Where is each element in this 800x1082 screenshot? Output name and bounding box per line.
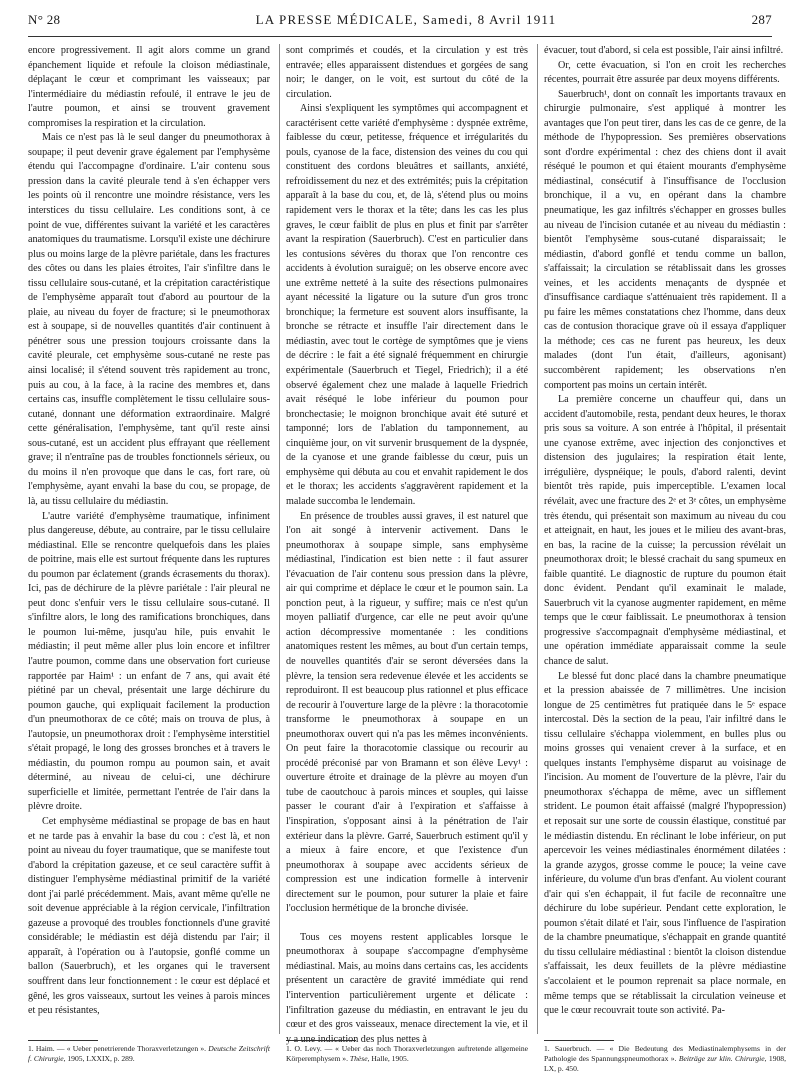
footnote-text: 1. Sauerbruch. — « Die Bedeutung des Mediastinalemphysems in der Pathologie des Spannungspneumothorax ». xyxy=(544,1044,786,1063)
footnote-source: Deutsche Zeitschrift f. Chirurgie, xyxy=(28,1044,270,1063)
paragraph-gap xyxy=(286,917,528,931)
column-divider xyxy=(537,44,538,1034)
footnote-2 xyxy=(286,1044,528,1064)
footnote-3 xyxy=(544,1044,786,1074)
footnote-1 xyxy=(28,1044,270,1064)
footnote-tail: Halle, 1905. xyxy=(369,1054,409,1063)
issue-number: N° 28 xyxy=(28,12,61,27)
paragraph: Sauerbruch¹, dont on connaît les importants travaux en chirurgie pulmonaire, s'est appliqué à montrer les avantages que l'on peut tirer, dans les cas de ce genre, de la méthode de l'hypopression. Ses premières observations sont d'ordre expérimental : chez des chiens dont il avait réséqué le poumon et qui étaient mourants d'emphysème médiastinal, consécutif à l'insuffisance de l'occlusion bronchique, il a vu, en opérant dans la chambre pneumatique, les gaz infiltrés s'échapper en grosses bulles au niveau de l'incision cutanée et au niveau du médiastin : bientôt l'emphysème sous-cutané disparaissait; le médiastin, d'abord gonflé et tendu comme un ballon, s'affaissait; la circulation se rétablissait dans les grosses veines, et les accidents menaçants de dyspnée et d'insuffisance cardiaque s'atténuaient très rapidement. Il a pu faire les mêmes constatations chez l'homme, dans deux cas de contusion thoracique grave où il essaya d'appliquer la méthode; ces cas ne furent pas heureux, les deux malades (dont l'un était, d'ailleurs, agonisant) succombèrent rapidement; les observations n'en comportent pas moins un certain intérêt. xyxy=(544,88,786,391)
page-header xyxy=(28,12,772,34)
paragraph: Cet emphysème médiastinal se propage de bas en haut et ne tarde pas à envahir la base du cou : c'est là, et non point au niveau du foyer traumatique, que se manifeste tout d'abord la crépitation gazeuse, et ce seul caractère suffit à distinguer l'emphysème médiastinal primitif de la variété dont j'ai parlé précédemment. Mais, avant même qu'elle ne soit devenue appréciable à la région cervicale, l'infiltration gazeuse a provoqué des troubles fonctionnels d'une gravité considérable; le médiastin est déjà distendu par l'air; il apparaît, à l'opération ou à l'autopsie, gonflé comme un ballon (Sauerbruch), et les organes qui le traversent souffrent dans leur fonctionnement : le cœur est déplacé et gêné, les gros vaisseaux, surtout les veines à parois minces et peu résistantes, xyxy=(28,815,270,1017)
footnote-tail: 1905, LXXIX, p. 289. xyxy=(65,1054,135,1063)
footnote-text: 1. Haim. — « Ueber penetrierende Thoraxverletzungen ». xyxy=(28,1044,209,1053)
paragraph: La première concerne un chauffeur qui, dans un accident d'automobile, resta, pendant deux heures, le thorax pris sous sa voiture. A son entrée à l'hôpital, il présentait une cyanose extrême, avec injection des conjonctives et distension des jugulaires; la respiration était lente, irrégulière, dyspnéique; le pouls, d'abord ralenti, devint bientôt très rapide, puis imperceptible. L'examen local révélait, avec une fracture des 2ᵉ et 3ᵉ côtes, un emphysème très étendu, qui présentait son maximum au niveau du cou et atteignait, en haut, les joues et le milieu des avant-bras, en bas, la racine de la cuisse; la percussion révélait un pneumothorax droit; le blessé crachait du sang spumeux en faible quantité. Le diagnostic de rupture du poumon était donc évident. Pendant qu'il examinait le malade, Sauerbruch vit la cyanose augmenter rapidement, en même temps que le cœur faiblissait. Le pneumothorax à tension progressive s'accompagnait d'emphysème médiastinal, et une opération immédiate apparaissait comme la seule chance de salut. xyxy=(544,394,786,667)
page-number: 287 xyxy=(751,12,772,27)
journal-title: LA PRESSE MÉDICALE, Samedi, 8 Avril 1911 xyxy=(255,12,557,27)
paragraph: Le blessé fut donc placé dans la chambre pneumatique et la pression abaissée de 7 millimètres. Une incision longue de 25 centimètres fut pratiquée dans le 5ᵉ espace intercostal. Dès la section de la peau, l'air infiltré dans le tissu cellulaire s'échappa violemment, en bulles plus ou moins grosses qui venaient crever à la surface, et en quelques instants l'emphysème disparut au voisinage de l'incision. Au moment de l'ouverture de la plèvre, l'air du pneumothorax s'échappa de même, avec un sifflement strident. Le poumon était affaissé (malgré l'hypopression) et reposait sur une sorte de coussin élastique, constitué par le médiastin distendu. En réclinant le lobe inférieur, on put apercevoir les veines médiastinales énormément dilatées : la grande azygos, grosse comme le pouce; la veine cave inférieure, du volume d'un bras d'enfant. Au violent courant d'air qui s'en échappait, il fut facile de reconnaître une déchirure du lobe supérieur. Pendant cette exploration, le poumon s'était dilaté et l'air, sous l'influence de l'aspiration de la chambre pneumatique, s'échappait en grande quantité du tissu cellulaire médiastinal : bientôt la cloison distendue s'affaissait, les deux feuillets de la plèvre médiastine s'accolaient et le poumon reprenait sa place normale, en même temps que se rétablissait la circulation veineuse et que le cœur recouvrait toute son activité. Pa- xyxy=(544,670,786,1017)
footnote-rule xyxy=(544,1040,614,1041)
paragraph: Or, cette évacuation, si l'on en croit les recherches récentes, pourrait être assurée par deux moyens différents. xyxy=(544,59,786,86)
header-rule xyxy=(28,36,772,37)
paragraph: encore progressivement. Il agit alors comme un grand épanchement liquide et refoule la cloison médiastinale, déplaçant le cœur et comprimant les vaisseaux; par l'intermédiaire du médiastin refoulé, il entrave le jeu de l'autre poumon, et ainsi se trouvent gravement compromises la respiration et la circulation. xyxy=(28,45,270,129)
text-column-3 xyxy=(544,44,786,1017)
paragraph: évacuer, tout d'abord, si cela est possible, l'air ainsi infiltré. xyxy=(544,45,784,56)
text-column-1 xyxy=(28,44,270,1017)
footnote-tail: 1908, LX, p. 450. xyxy=(544,1054,786,1073)
footnote-rule xyxy=(28,1040,98,1041)
text-column-2 xyxy=(286,44,528,1045)
paragraph: Ainsi s'expliquent les symptômes qui accompagnent et caractérisent cette variété d'emphysème : dyspnée extrême, faiblesse du cœur, petitesse, fréquence et irrégularités du pouls, cyanose de la face, distension des veines du cou qui constituent des cordons bleuâtres et saillants, anxiété, refroidissement du nez et des extrémités; puis la crépitation apparaît à la base du cou, et, de là, s'étend plus ou moins rapidement vers le thorax et la tête; dans les cas les plus graves, le cœur faiblit de plus en plus et finit par s'arrêter avant la respiration (Sauerbruch). C'est en particulier dans les contusions sévères du thorax que l'on rencontre ces accidents à évolution suraiguë; on les observe encore avec une extrême netteté à la suite des résections pulmonaires ayant nécessité la ligature ou la suture d'un gros tronc bronchique; la fermeture est souvent alors insuffisante, la bronche se rétracte et insuffle l'air directement dans le médiastin, avec tout le cortège de symptômes que je viens de décrire : le fait a été signalé fréquemment en chirurgie expérimentale (Sauerbruch et Tiegel, Friedrich); il a été observé également chez une malade à laquelle Friedrich avait réséqué le lobe inférieur du poumon pour bronchectasie; le moignon bronchique avait été suturé et tamponné; lors de l'ablation du tamponnement, au cinquième jour, on vit survenir brusquement de la dyspnée, de la cyanose et une grande faiblesse du cœur, puis un emphysème qui débuta au cou et envahit rapidement le dos et le thorax; les accidents s'aggravèrent rapidement et la malade succomba le lendemain. xyxy=(286,103,528,507)
footnote-source: Thèse, xyxy=(349,1054,370,1063)
paragraph: sont comprimés et coudés, et la circulation y est très entravée; elles apparaissent distendues et gorgées de sang noir; le danger, on le voit, est surtout du côté de la circulation. xyxy=(286,45,528,100)
paragraph: L'autre variété d'emphysème traumatique, infiniment plus dangereuse, débute, au contraire, par le tissu cellulaire médiastinal. Elle se rencontre quelquefois dans les plaies de poitrine, mais elle est surtout fréquente dans les ruptures du poumon par éclatement (grands écrasements du thorax). Ici, pas de déchirure de la plèvre pariétale : l'air pleural ne peut donc s'enfuir vers le tissu cellulaire sous-cutané. Il s'infiltre alors, le long des ramifications bronchiques, dans le poumon lui-même, jusqu'au hile, puis envahit le médiastin; il peut même aller plus loin encore et infiltrer l'autre poumon, comme dans une observation fort curieuse rapportée par Haim¹ : un enfant de 7 ans, qui avait été piétiné par un cheval, présentait une large déchirure du poumon gauche, qui expliquait facilement la production d'un pneumothorax de ce côté; mais on trouva de plus, à l'autopsie, un pneumothorax droit : l'emphysème interstitiel s'était propagé, le long des grosses bronches et à travers le médiastin, du poumon rompu au poumon sain, et avait déterminé, au niveau de celui-ci, une déchirure superficielle et limitée, permettant l'entrée de l'air dans la plèvre droite. xyxy=(28,510,270,813)
column-divider xyxy=(279,44,280,1034)
footnote-source: Beiträge zur klin. Chirurgie, xyxy=(678,1054,767,1063)
paragraph: Mais ce n'est pas là le seul danger du pneumothorax à soupape; il peut devenir grave également par l'emphysème étendu qui l'accompagne d'ordinaire. L'air contenu sous pression dans la cavité pleurale tend à s'en échapper vers les points où il rencontre une moindre résistance, vers les interstices du tissu cellulaire. Les conditions sont, à ce point de vue, différentes suivant la variété et les caractères anatomiques du traumatisme. Lorsqu'il existe une déchirure plus ou moins large de la plèvre pariétale, dans les fractures des côtes ou dans les plaies étroites, l'air s'infiltre dans le tissu cellulaire sous-cutané, et la crépitation caractéristique de l'emphysème apparaît tout d'abord au pourtour de la plaie, au niveau du foyer de fracture; si le pneumothorax est à soupape, si de nouvelles quantités d'air continuent à pénétrer sous une pression toujours croissante dans la cavité pleurale, cet emphysème sous-cutané ne reste pas ainsi localisé; il s'étend souvent très rapidement au tronc, puis au cou, à la face, à la racine des membres et, dans certains cas, insuffle complètement le tissu cellulaire sous-cutané, donnant une déformation extraordinaire. Malgré cette généralisation, l'emphysème, tant qu'il reste ainsi sous-cutané, est un accident plus effrayant que réellement grave; il n'entraîne pas de troubles fonctionnels sérieux, ou du moins il n'en provoque que dans le cas, fort rare, où l'emphysème, ayant envahi la base du cou, se propage, de là, au tissu cellulaire du médiastin. xyxy=(28,132,270,507)
footnote-rule xyxy=(286,1040,356,1041)
paragraph: Tous ces moyens restent applicables lorsque le pneumothorax à soupape s'accompagne d'emphysème médiastinal. Mais, au moins dans certains cas, les accidents présentent un caractère de gravité immédiate qui rend l'intervention particulièrement urgente et délicate : l'infiltration gazeuse du médiastin, en entravant le jeu du cœur et des gros vaisseaux, menace directement la vie, et il y a une indication des plus nettes à xyxy=(286,931,528,1045)
paragraph: En présence de troubles aussi graves, il est naturel que l'on ait songé à intervenir activement. Dans le pneumothorax à soupape simple, sans emphysème médiastinal, l'indication est bien nette : il faut assurer l'évacuation de l'air contenu sous pression dans la plèvre, air qui comprime et déplace le cœur et le poumon sain. La ponction peut, à la rigueur, y suffire; mais ce n'est qu'un moyen palliatif d'urgence, car elle ne peut avoir qu'une action décompressive momentanée : les conditions anatomiques restent les mêmes, au bout d'un certain temps, de nouvelles quantités d'air se seront déversées dans la plèvre, la tension sera redevenue élevée et les accidents se reproduiront. Il est beaucoup plus rationnel et plus efficace de recourir à l'ouverture large de la plèvre : la thoracotomie transforme le pneumothorax à soupape en un pneumothorax ouvert qui n'a pas les mêmes inconvénients. On peut faire la thoracotomie classique ou recourir au procédé préconisé par von Bramann et son élève Levy¹ : ouverture étroite et drainage de la plèvre au moyen d'un tube de caoutchouc à parois minces et souples, qui laisse passer le courant d'air à l'expiration et s'affaisse à l'inspiration, s'opposant ainsi à la pénétration de l'air extérieur dans la plèvre. Garré, Sauerbruch estiment qu'il y a mieux à faire encore, et que l'existence d'un pneumothorax à soupape avec accidents sérieux de compression est une indication formelle à intervenir directement sur le poumon, pour suturer la plaie et faire l'occlusion hermétique de la bronche divisée. xyxy=(286,510,528,915)
footnote-text: 1. O. Levy. — « Ueber das noch Thoraxverletzungen auftretende allgemeine Körperemphysem ». xyxy=(286,1044,528,1063)
